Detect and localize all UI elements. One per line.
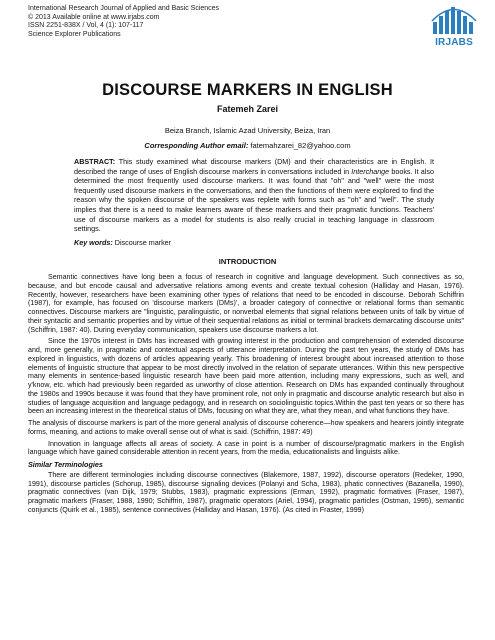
keywords — [74, 238, 434, 247]
journal-logo — [430, 4, 478, 48]
section-heading-similar-terminologies: Similar Terminologies — [28, 460, 103, 469]
journal-issn: ISSN 2251-838X / Vol, 4 (1): 107-117 — [28, 22, 144, 29]
paragraph: There are different terminologies including discourse connectives (Blakemore, 1987, 1992), discourse operators (Redeker, 1990, 1991), discourse particles (Schorup, 1985), discourse signaling devices (Polanyi and Scha, 1983), phatic connectives (Bazanella, 1990), pragmatic connectives (van Dijk, 1979; Stubbs, 1983), pragmatic expressions (Erman, 1992), pragmatic formatives (Fraser, 1987), pragmatic markers (Fraser, 1988, 1990; Schiffrin, 1987), pragmatic operators (Ariel, 1994), pragmatic particles (Ostman, 1995), semantic conjuncts (Quirk et al., 1985), sentence connectives (Halliday and Hasan, 1976). (As cited in Fraster, 1999) — [28, 470, 464, 514]
body-text — [28, 273, 464, 518]
journal-publisher: Science Explorer Publications — [28, 30, 121, 38]
section-heading-introduction: INTRODUCTION — [218, 257, 277, 266]
journal-logo-text: IRJABS — [435, 37, 473, 48]
abstract-text-part2: books. It also determined the most frequently used discourse markers. It was found that "oh" and "well" were the most frequently used discourse markers in the conversations, and then the functions of them were explored to find the reason why the spoken discourse of the speakers was replete with forms such as "oh" and "well". The study implies that there is a need to make learners aware of these markers and their pragmatic functions. Teachers' use of discourse markers as a model for students is also really crucial in teaching language in classroom settings. — [74, 166, 434, 234]
corresponding-label: Corresponding Author email: — [144, 141, 249, 150]
corresponding-email[interactable]: fatemahzarei_82@yahoo.com — [250, 141, 351, 150]
journal-copyright: © 2013 Available online at www.irjabs.com — [28, 13, 160, 21]
paper-author: Fatemeh Zarei — [216, 104, 279, 114]
paragraph: The analysis of discourse markers is part of the more general analysis of discourse coherence—how speakers and hearers jointly integrate forms, meaning, and actions to make overall sense out of what is said. (Schiffrin, 1987: 49) — [28, 419, 464, 436]
abstract-book-title: Interchange — [351, 166, 390, 176]
keywords-label: Key words: — [74, 238, 113, 247]
paragraph: Since the 1970s interest in DMs has increased with growing interest in the production and comprehension of extended discourse and, more generally, in pragmatic and contextual aspects of utterance interpretation. During the past ten years, the study of DMs has explored in linguistics, with dozens of articles appearing yearly. This broadening of interest brought about increased attention to those elements of linguistic structure that appear to be most directly involved in the relation of separate utterances. Within this new perspective many elements in sentence-based linguistic research have been paid more attention, including many expressions, such as well, and y'know, etc. which had previously been regarded as unworthy of close attention. Research on DMs has expanded continually throughout the 1980s and 1990s because it was found that they have prominent role, not only in pragmatic and discourse analytic research but also in studies of language acquisition and language pedagogy, and in research on sociolinguistic topics.Within the past ten years or so there has been an increasing interest in the theoretical status of DMs, focusing on what they are, what they mean, and what functions they have. — [28, 337, 464, 416]
paragraph: Semantic connectives have long been a focus of research in cognitive and language development. Such connectives as so, because, and but encode causal and adversative relations among events and create textual cohesion (Halliday and Hasan, 1976). Recently, however, researchers have been examining other types of relations that need to be encoded in discourse. Deborah Schiffrin (1987), for example, has focused on 'discourse markers (DMs)', a broader category of connective or relational forms than semantic connectives. Discourse markers are "linguistic, paralinguistic, or nonverbal elements that signal relations between units of talk by virtue of their syntactic and semantic properties and by virtue of their sequential relations as initial or terminal brackets demarcating discourse units" (Schiffrin, 1987: 40). During everyday communication, speakers use discourse markers a lot. — [28, 273, 464, 334]
corresponding-author — [0, 141, 495, 150]
abstract — [74, 157, 434, 234]
paragraph: Innovation in language affects all areas of society. A case in point is a number of discourse/pragmatic markers in the English language which have gained considerable attention in recent years, from the media, educationalists and linguists alike. — [28, 439, 464, 457]
journal-name: International Research Journal of Applied and Basic Sciences — [28, 5, 220, 12]
paper-title: DISCOURSE MARKERS IN ENGLISH — [102, 81, 393, 99]
abstract-label: ABSTRACT: — [74, 157, 116, 166]
author-affiliation: Beiza Branch, Islamic Azad University, Beiza, Iran — [164, 126, 331, 135]
journal-logo-icon — [430, 4, 478, 36]
keywords-value: Discourse marker — [114, 238, 172, 247]
abstract-text-part1: This study examined what discourse markers (DM) and their characteristics are in English. It described the range of uses of English discourse markers in conversations included in — [74, 157, 434, 176]
journal-header — [28, 5, 219, 39]
